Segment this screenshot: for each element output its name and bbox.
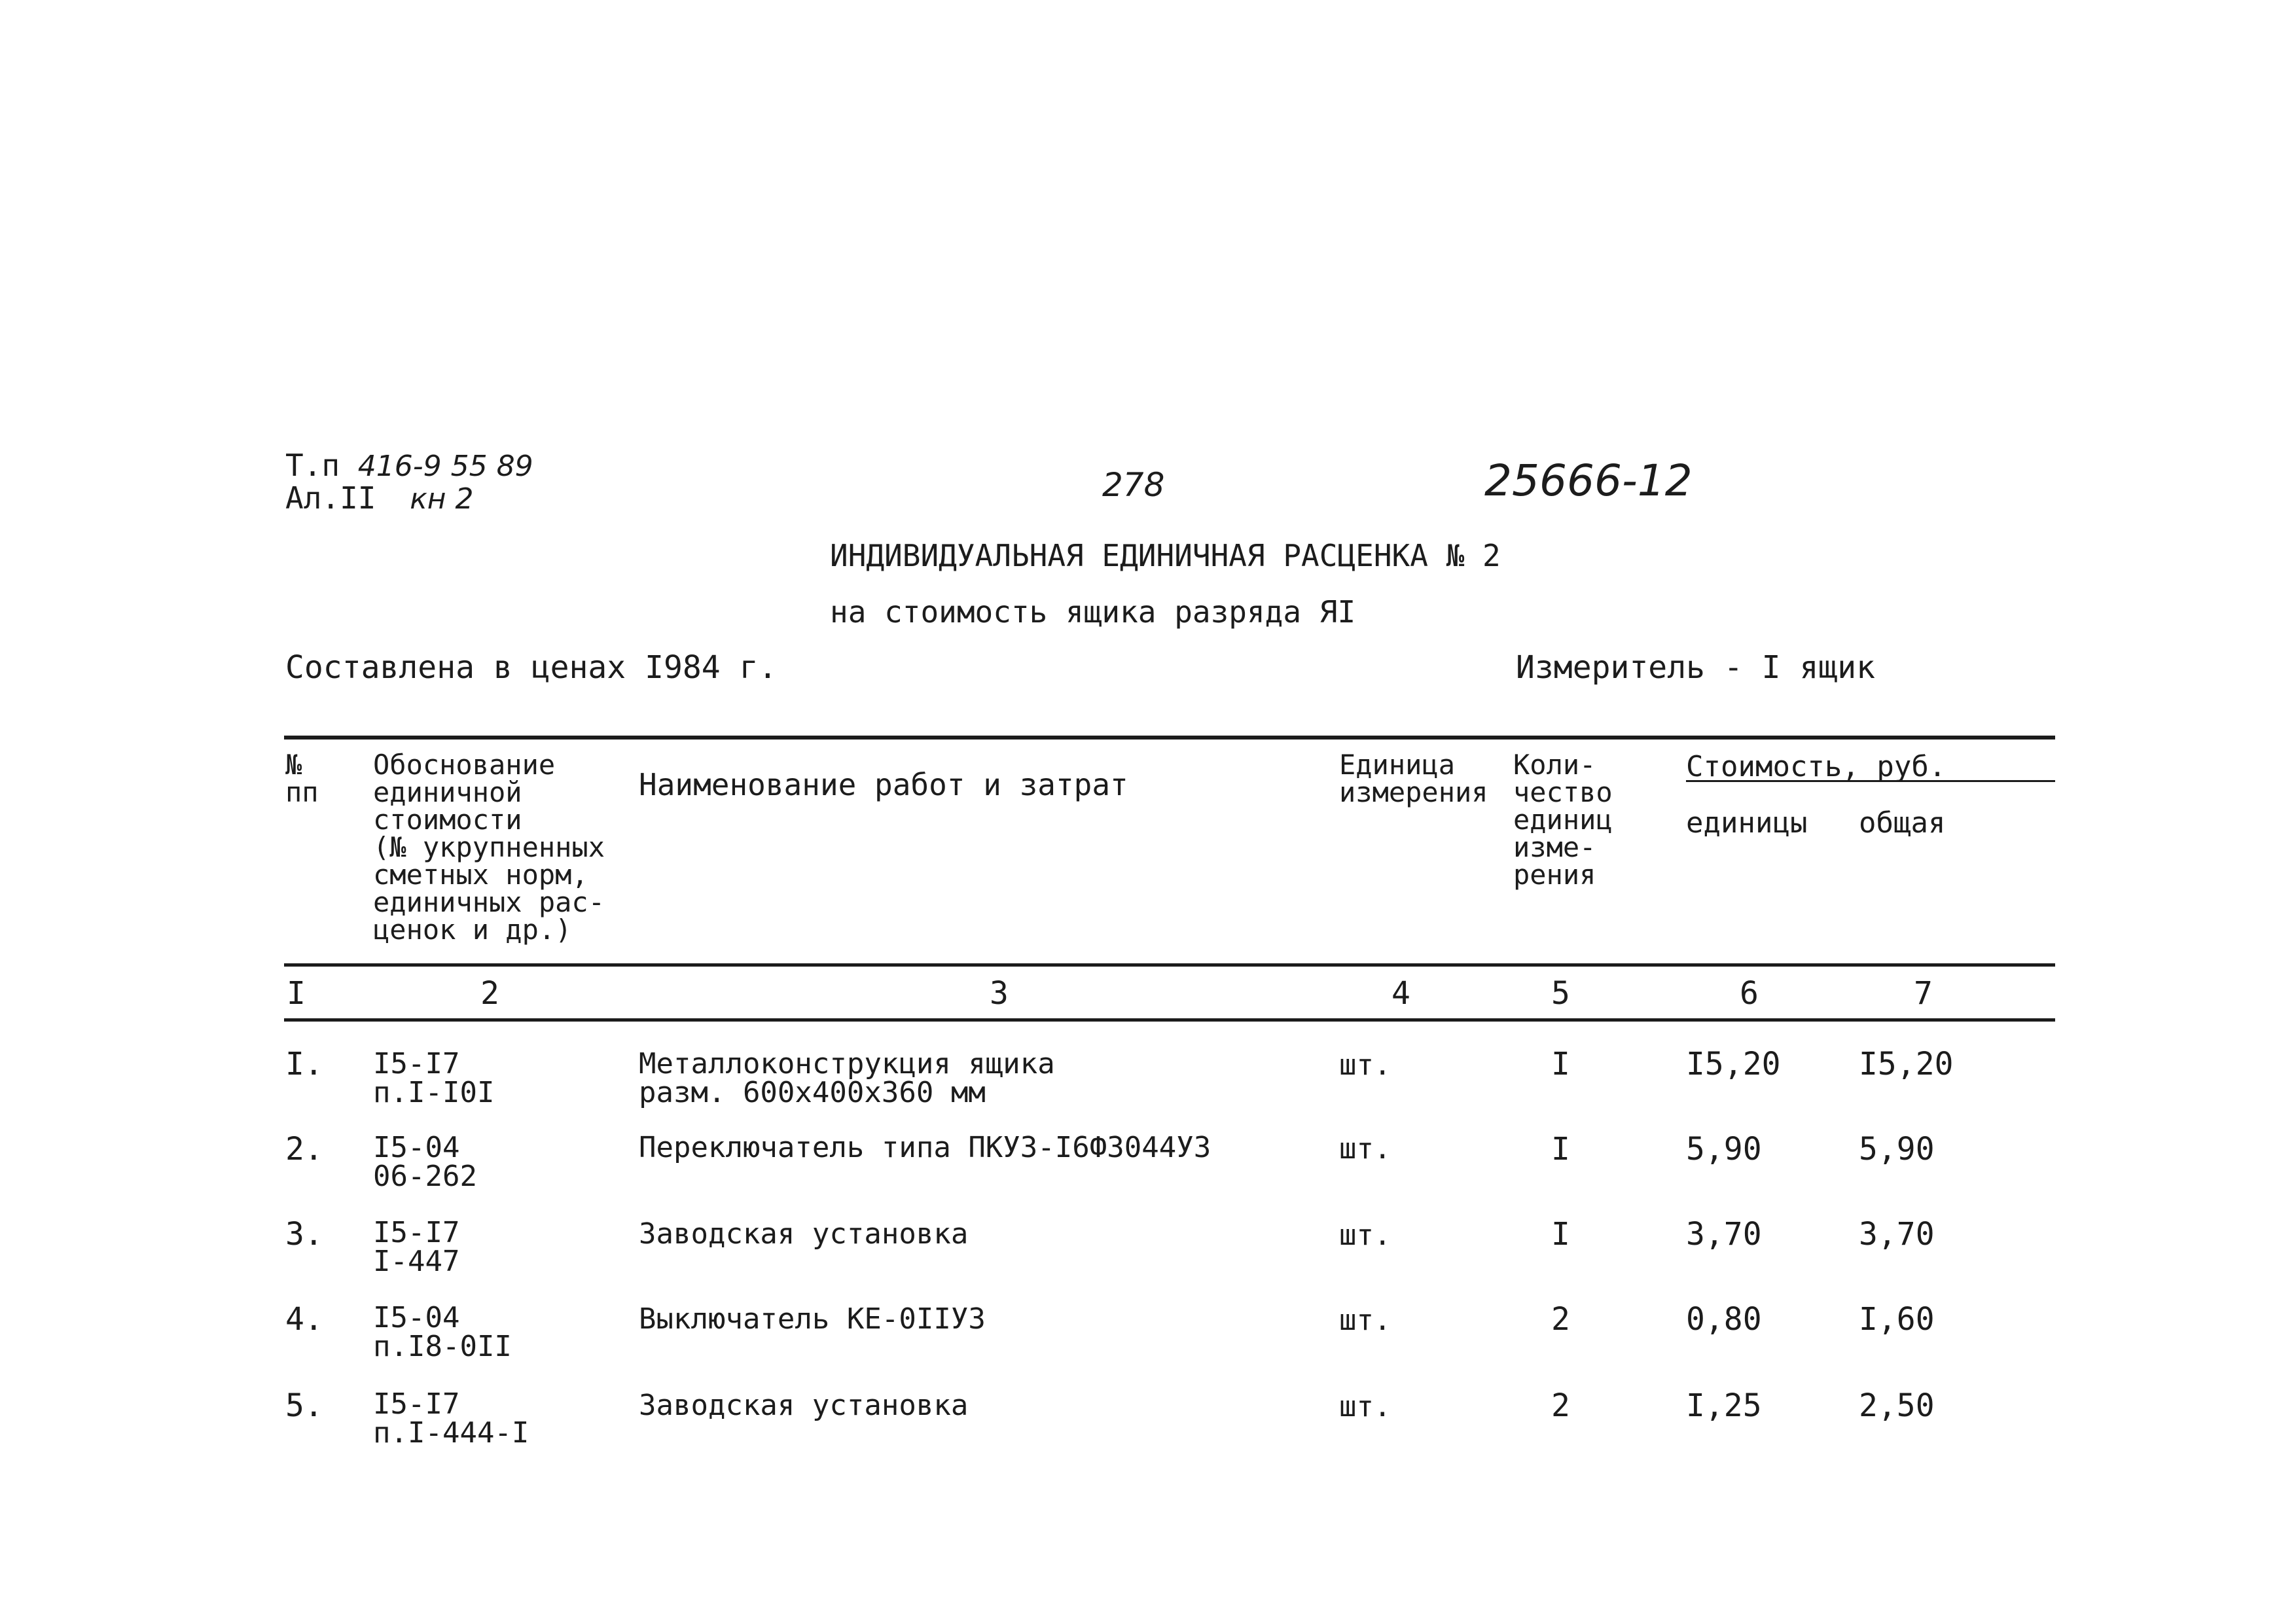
document-number: 25666-12 — [1484, 455, 1693, 506]
ref-line1 — [285, 450, 533, 482]
row-5-basis — [373, 1387, 529, 1450]
column-numbers-rule — [284, 1018, 2055, 1022]
header-qty-line: рения — [1513, 859, 1596, 891]
row-4-name-line: Выключатель КЕ-0IIУ3 — [639, 1302, 986, 1336]
row-4-unit: шт. — [1339, 1304, 1391, 1337]
header-basis-line: ценок и др.) — [373, 914, 572, 946]
table-top-rule — [284, 736, 2055, 740]
column-number-7: 7 — [1914, 975, 1933, 1012]
row-2-unit: шт. — [1339, 1132, 1391, 1166]
header-cost-group: Стоимость, руб. — [1686, 750, 1946, 783]
row-5-basis-line: п.I-444-I — [373, 1416, 529, 1450]
header-basis-line: единичной — [373, 776, 522, 808]
row-1-total: I5,20 — [1859, 1046, 1954, 1082]
row-1-basis-line: п.I-I0I — [373, 1076, 495, 1109]
header-qty-line: изме- — [1513, 831, 1596, 863]
header-qty-line: чество — [1513, 776, 1613, 808]
row-4-price: 0,80 — [1686, 1301, 1762, 1338]
row-1-basis — [373, 1047, 495, 1109]
header-qty-line: Коли- — [1513, 749, 1596, 781]
ref-line2 — [285, 480, 474, 516]
row-4-basis-line: п.I8-0II — [373, 1330, 512, 1363]
header-unit-line: измерения — [1339, 776, 1488, 808]
header-num — [285, 751, 319, 806]
column-number-1: I — [287, 975, 306, 1012]
row-5-total: 2,50 — [1859, 1387, 1935, 1424]
column-number-2: 2 — [480, 975, 499, 1012]
column-number-6: 6 — [1740, 975, 1759, 1012]
row-4-num: 4. — [285, 1301, 323, 1338]
ref-line2-handwritten: кн 2 — [410, 482, 474, 516]
row-1-name — [639, 1047, 1055, 1109]
header-basis-line: единичных рас- — [373, 886, 605, 918]
row-2-price: 5,90 — [1686, 1131, 1762, 1168]
row-4-name — [639, 1302, 986, 1336]
row-3-basis-line: I5-I7 — [373, 1216, 460, 1249]
ref-line1-handwritten: 416-9 55 89 — [357, 450, 533, 483]
prices-note: Составлена в ценах I984 г. — [285, 649, 778, 686]
row-5-name-line: Заводская установка — [639, 1389, 969, 1422]
header-bottom-rule — [284, 963, 2055, 967]
measure-note: Измеритель - I ящик — [1516, 649, 1876, 686]
row-5-num: 5. — [285, 1387, 323, 1424]
row-4-total: I,60 — [1859, 1301, 1935, 1338]
header-basis-line: (№ укрупненных — [373, 831, 605, 863]
header-unit-line: Единица — [1339, 749, 1456, 781]
row-2-num: 2. — [285, 1131, 323, 1168]
row-3-basis — [373, 1216, 460, 1278]
header-basis-line: Обоснование — [373, 749, 556, 781]
row-3-unit: шт. — [1339, 1219, 1391, 1252]
row-3-name — [639, 1217, 969, 1251]
column-number-4: 4 — [1391, 975, 1410, 1012]
header-num-line: № — [285, 749, 302, 781]
row-2-qty: I — [1551, 1131, 1570, 1168]
row-3-num: 3. — [285, 1216, 323, 1253]
header-basis-line: сметных норм, — [373, 859, 588, 891]
ref-line2-prefix: Ал.II — [285, 480, 376, 516]
row-5-price: I,25 — [1686, 1387, 1762, 1424]
row-3-name-line: Заводская установка — [639, 1217, 969, 1251]
row-2-name — [639, 1133, 1211, 1162]
header-basis-line: стоимости — [373, 804, 522, 836]
row-1-unit: шт. — [1339, 1048, 1391, 1082]
header-unit — [1339, 751, 1488, 806]
header-num-line: пп — [285, 776, 319, 808]
header-cost-total: общая — [1859, 806, 1946, 840]
header-name: Наименование работ и затрат — [639, 767, 1128, 802]
row-2-basis-line: 06-262 — [373, 1160, 477, 1193]
row-2-basis — [373, 1133, 477, 1191]
row-4-basis — [373, 1301, 512, 1363]
row-1-basis-line: I5-I7 — [373, 1047, 460, 1080]
row-5-unit: шт. — [1339, 1390, 1391, 1423]
page-title: ИНДИВИДУАЛЬНАЯ ЕДИНИЧНАЯ РАСЦЕНКА № 2 — [830, 538, 1501, 573]
row-5-name — [639, 1391, 968, 1420]
page-number: 278 — [1102, 466, 1165, 504]
column-number-3: 3 — [990, 975, 1009, 1012]
row-1-name-line: Металлоконструкция ящика — [639, 1047, 1055, 1080]
row-1-qty: I — [1551, 1046, 1570, 1082]
row-5-basis-line: I5-I7 — [373, 1387, 460, 1421]
row-3-price: 3,70 — [1686, 1216, 1762, 1253]
row-1-name-line: разм. 600х400х360 мм — [639, 1076, 986, 1109]
row-2-name-line: Переключатель типа ПКУ3-I6Ф3044У3 — [639, 1131, 1211, 1164]
row-3-qty: I — [1551, 1216, 1570, 1253]
row-2-total: 5,90 — [1859, 1131, 1935, 1168]
page-subtitle: на стоимость ящика разряда ЯI — [830, 594, 1356, 630]
row-1-num: I. — [285, 1046, 323, 1082]
header-qty-line: единиц — [1513, 804, 1613, 836]
row-5-qty: 2 — [1551, 1387, 1570, 1424]
header-cost-unit: единицы — [1686, 806, 1808, 840]
row-4-qty: 2 — [1551, 1301, 1570, 1338]
row-4-basis-line: I5-04 — [373, 1301, 460, 1334]
row-2-basis-line: I5-04 — [373, 1131, 460, 1164]
header-basis — [373, 751, 605, 944]
row-3-total: 3,70 — [1859, 1216, 1935, 1253]
row-3-basis-line: I-447 — [373, 1245, 460, 1278]
header-qty — [1513, 751, 1613, 889]
ref-line1-prefix: Т.п — [285, 448, 340, 483]
column-number-5: 5 — [1551, 975, 1570, 1012]
row-1-price: I5,20 — [1686, 1046, 1781, 1082]
